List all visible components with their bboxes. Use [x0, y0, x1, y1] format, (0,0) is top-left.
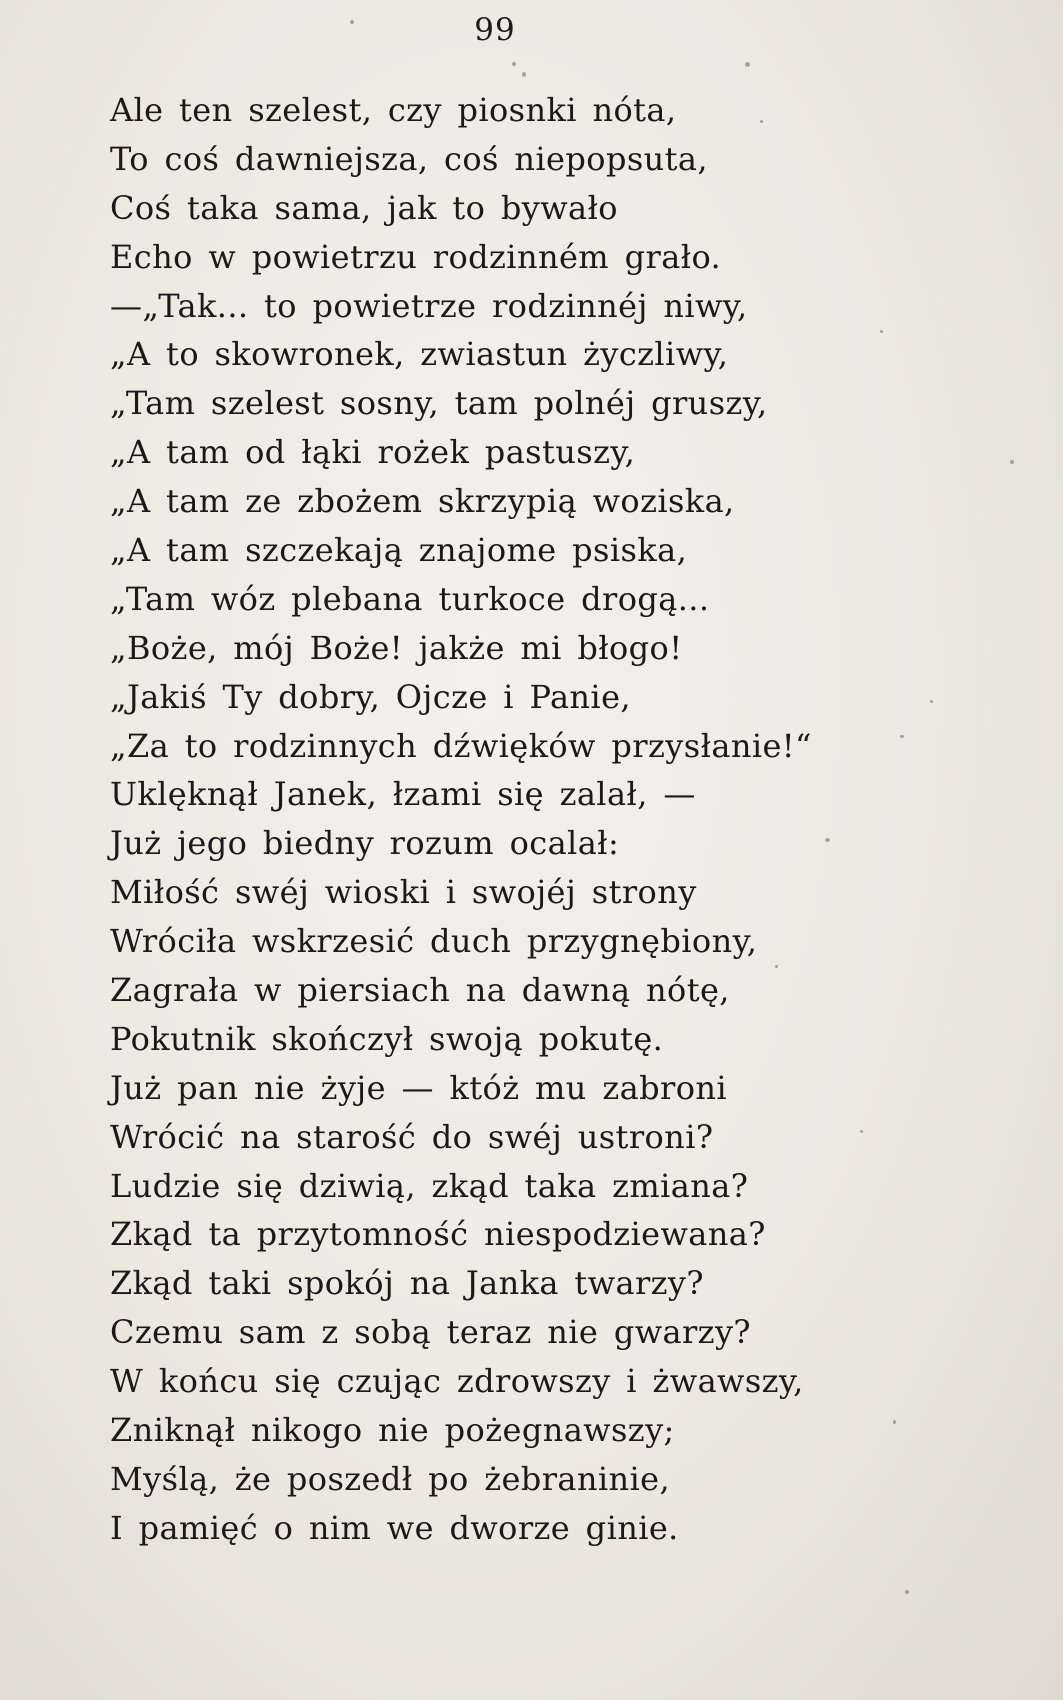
poem-line: Zagrała w piersiach na dawną nótę,: [110, 971, 730, 1010]
paper-speck: [512, 62, 516, 66]
poem-line: Zkąd ta przytomność niespodziewana?: [110, 1215, 766, 1254]
poem-line: „Boże, mój Boże! jakże mi błogo!: [110, 628, 683, 667]
poem-line: „Tam wóz plebana turkoce drogą...: [110, 579, 710, 618]
poem-line: I pamięć o nim we dworze ginie.: [110, 1508, 679, 1547]
paper-speck: [760, 120, 763, 123]
poem-line: Zniknął nikogo nie pożegnawszy;: [110, 1411, 675, 1450]
poem-line: „A to skowronek, zwiastun życzliwy,: [110, 335, 729, 374]
paper-speck: [905, 1590, 909, 1594]
poem-line: Ludzie się dziwią, zkąd taka zmiana?: [110, 1166, 749, 1205]
poem-line: Miłość swéj wioski i swojéj strony: [110, 873, 697, 912]
poem-line: Coś taka sama, jak to bywało: [110, 188, 618, 227]
poem-line: Wróciła wskrzesić duch przygnębiony,: [110, 922, 758, 961]
poem-line: Czemu sam z sobą teraz nie gwarzy?: [110, 1313, 751, 1352]
poem-line: W końcu się czując zdrowszy i żwawszy,: [110, 1362, 804, 1401]
poem-line: Uklęknął Janek, łzami się zalał, —: [110, 775, 696, 814]
poem-line: „Jakiś Ty dobry, Ojcze i Panie,: [110, 677, 631, 716]
poem-line: To coś dawniejsza, coś niepopsuta,: [110, 139, 708, 178]
poem-text: [110, 86, 1040, 1553]
poem-line: Echo w powietrzu rodzinném grało.: [110, 237, 722, 276]
paper-speck: [860, 1130, 863, 1133]
poem-line: Zkąd taki spokój na Janka twarzy?: [110, 1264, 704, 1303]
poem-line: Pokutnik skończył swoją pokutę.: [110, 1019, 664, 1058]
poem-line: „Za to rodzinnych dźwięków przysłanie!“: [110, 726, 812, 765]
poem-line: —„Tak... to powietrze rodzinnéj niwy,: [110, 286, 748, 325]
poem-line: Ale ten szelest, czy piosnki nóta,: [110, 91, 677, 129]
poem-line: Myślą, że poszedł po żebraninie,: [110, 1459, 671, 1498]
poem-line: „A tam od łąki rożek pastuszy,: [110, 433, 636, 472]
paper-speck: [893, 1420, 896, 1424]
poem-line: Już pan nie żyje — któż mu zabroni: [110, 1068, 728, 1107]
paper-speck: [775, 965, 778, 968]
page-number: 99: [474, 12, 516, 48]
paper-speck: [350, 20, 354, 24]
poem-line: Wrócić na starość do swéj ustroni?: [110, 1117, 714, 1156]
paper-speck: [745, 62, 750, 67]
poem-line: „A tam ze zbożem skrzypią woziska,: [110, 482, 735, 521]
poem-line: „Tam szelest sosny, tam polnéj gruszy,: [110, 384, 768, 423]
paper-speck: [900, 735, 904, 738]
paper-speck: [825, 838, 830, 842]
paper-speck: [1010, 460, 1014, 464]
poem-line: Już jego biedny rozum ocalał:: [110, 824, 620, 863]
paper-speck: [880, 330, 883, 333]
poem-line: „A tam szczekają znajome psiska,: [110, 531, 688, 570]
paper-speck: [930, 700, 933, 703]
paper-speck: [522, 72, 526, 77]
